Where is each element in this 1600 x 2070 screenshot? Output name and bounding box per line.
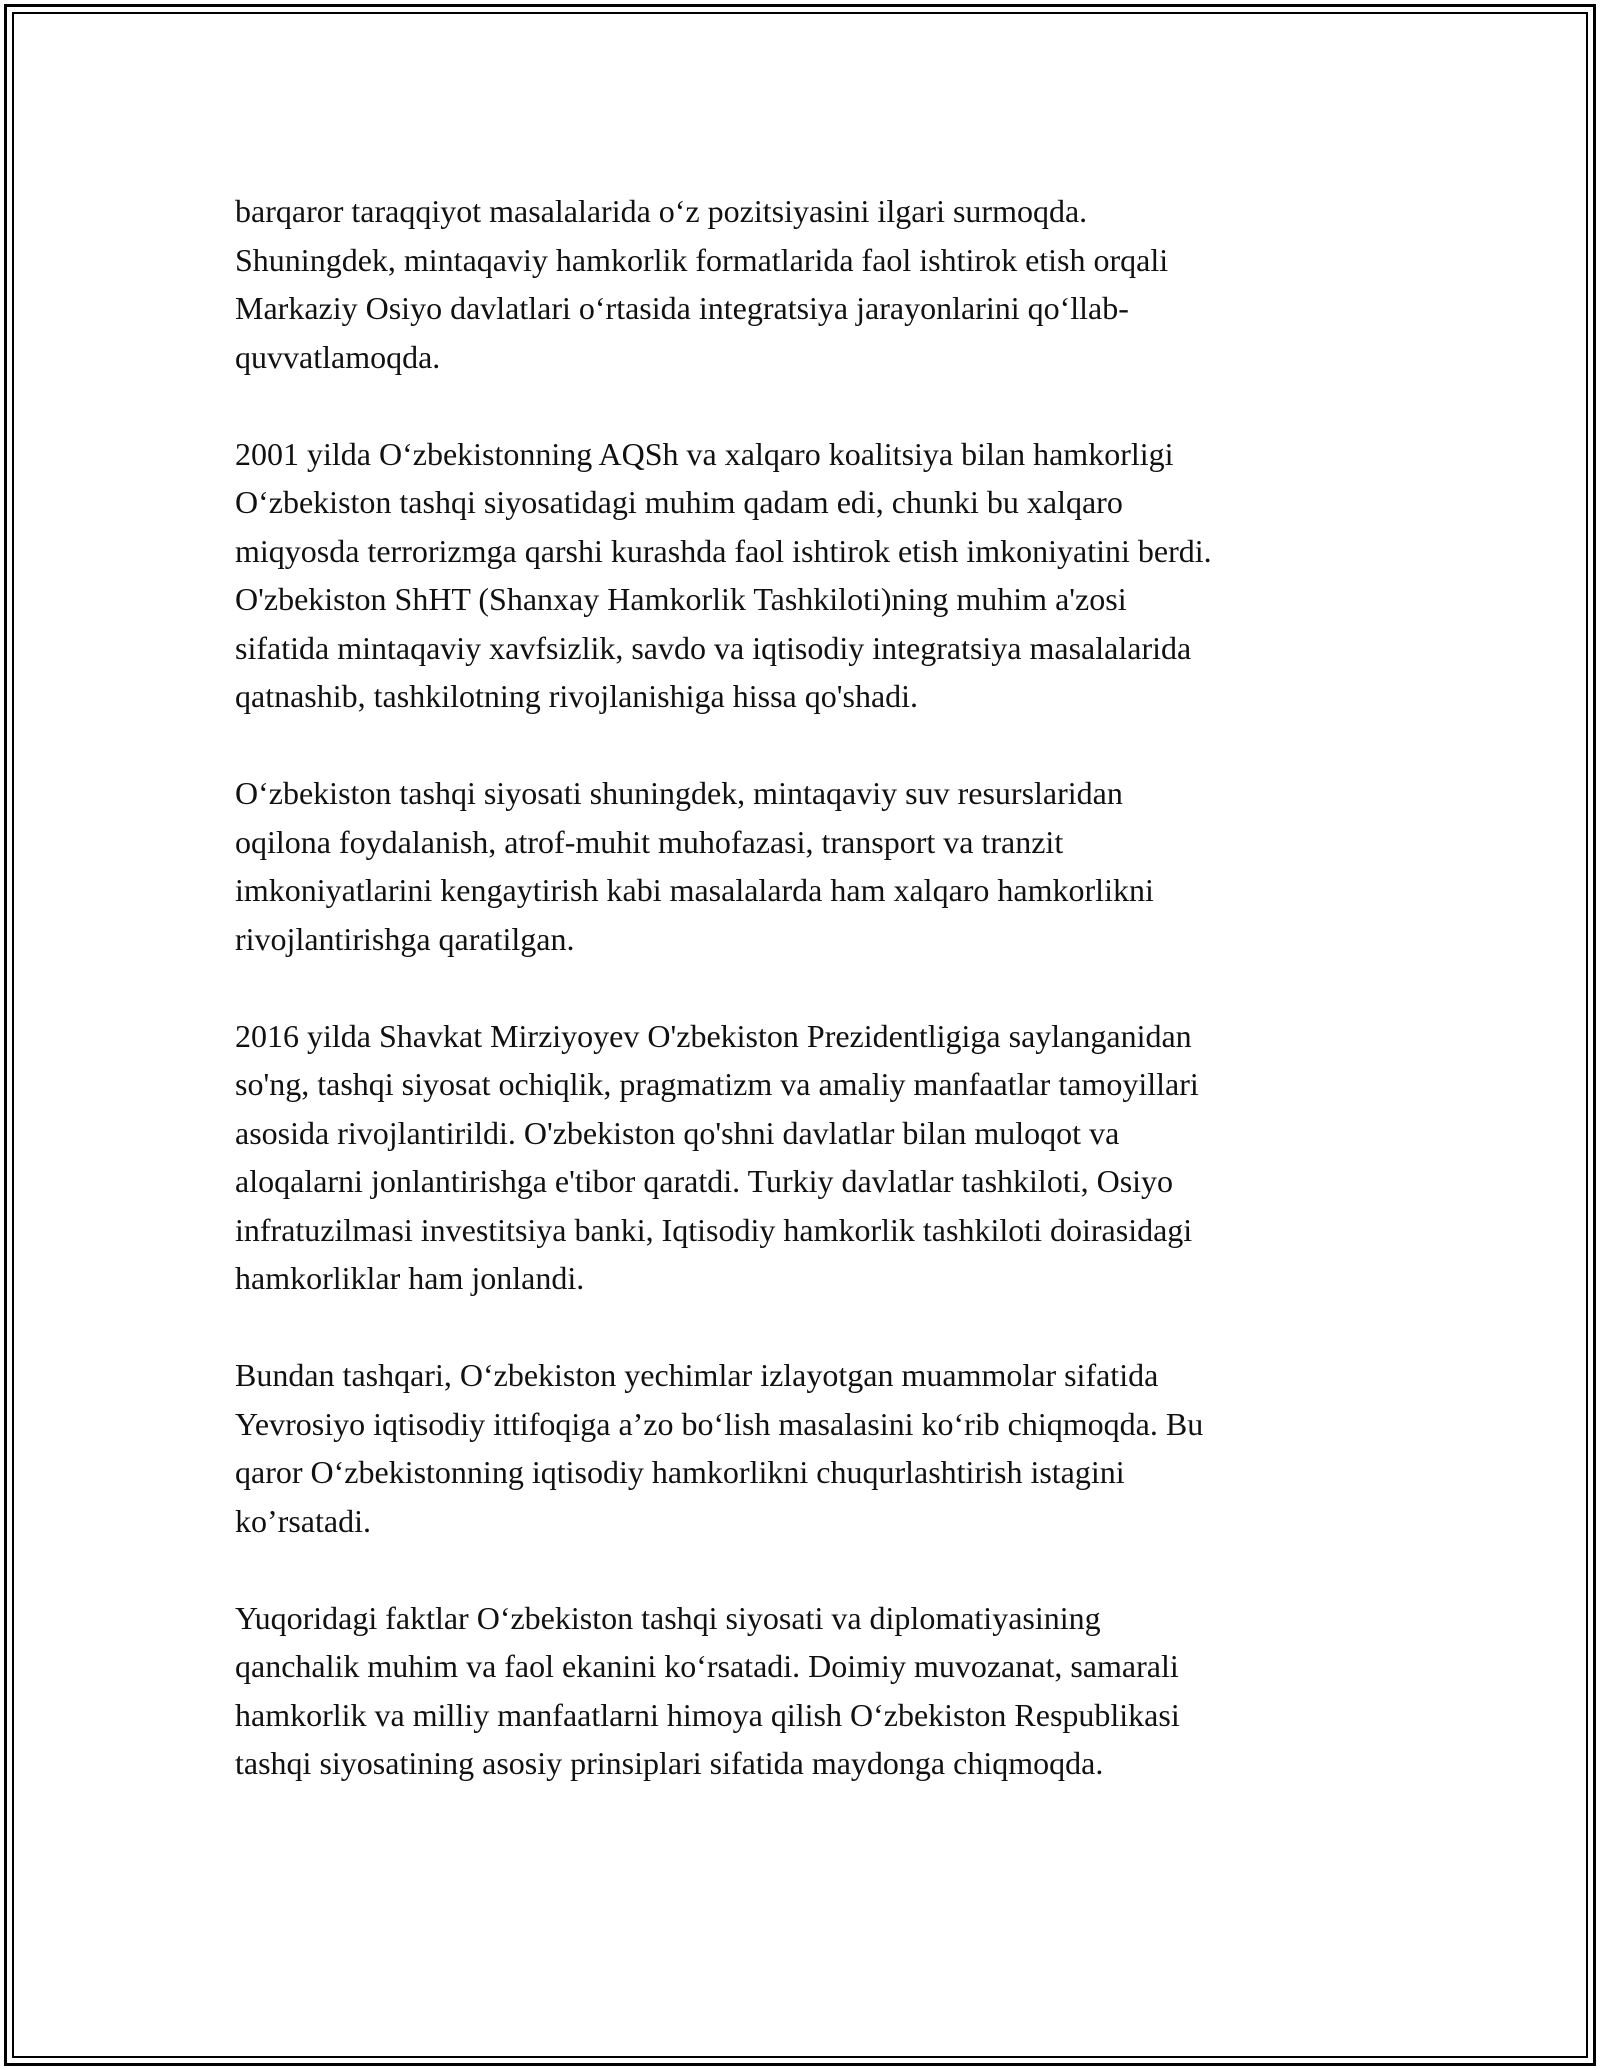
text-line: barqaror taraqqiyot masalalarida o‘z pozitsiyasini ilgari surmoqda.: [235, 193, 1088, 229]
paragraph-6: [235, 1594, 1375, 1788]
text-line: O‘zbekiston tashqi siyosati shuningdek, mintaqaviy suv resurslaridan: [235, 775, 1123, 811]
text-line: asosida rivojlantirildi. O'zbekiston qo'shni davlatlar bilan muloqot va: [235, 1114, 1120, 1151]
text-line: aloqalarni jonlantirishga e'tibor qaratdi. Turkiy davlatlar tashkiloti, Osiyo: [235, 1163, 1174, 1199]
text-line: Yevrosiyo iqtisodiy ittifoqiga a’zo bo‘lish masalasini ko‘rib chiqmoqda. Bu: [235, 1405, 1204, 1442]
text-line: O‘zbekiston tashqi siyosatidagi muhim qadam edi, chunki bu xalqaro: [235, 484, 1123, 520]
text-line: qaror O‘zbekistonning iqtisodiy hamkorlikni chuqurlashtirish istagini: [235, 1454, 1125, 1490]
paragraph-1: [235, 187, 1375, 381]
text-line: ko’rsatadi.: [235, 1502, 371, 1539]
text-line: sifatida mintaqaviy xavfsizlik, savdo va iqtisodiy integratsiya masalalarida: [235, 629, 1192, 666]
text-line: quvvatlamoqda.: [235, 338, 441, 375]
paragraph-3: [235, 769, 1375, 963]
text-line: Bundan tashqari, O‘zbekiston yechimlar izlayotgan muammolar sifatida: [235, 1357, 1159, 1393]
text-line: qatnashib, tashkilotning rivojlanishiga hissa qo'shadi.: [235, 678, 919, 714]
text-line: hamkorlik va milliy manfaatlarni himoya qilish O‘zbekiston Respublikasi: [235, 1696, 1180, 1733]
text-line: oqilona foydalanish, atrof-muhit muhofazasi, transport va tranzit: [235, 823, 1064, 860]
text-line: tashqi siyosatining asosiy prinsiplari sifatida maydonga chiqmoqda.: [235, 1745, 1104, 1781]
paragraph-5: [235, 1351, 1375, 1545]
text-line: so'ng, tashqi siyosat ochiqlik, pragmatizm va amaliy manfaatlar tamoyillari: [235, 1066, 1199, 1102]
text-line: infratuzilmasi investitsiya banki, Iqtisodiy hamkorlik tashkiloti doirasidagi: [235, 1211, 1193, 1248]
document-body: [235, 187, 1375, 1836]
text-line: hamkorliklar ham jonlandi.: [235, 1260, 585, 1296]
text-line: O'zbekiston ShHT (Shanxay Hamkorlik Tashkiloti)ning muhim a'zosi: [235, 581, 1127, 617]
text-line: qanchalik muhim va faol ekanini ko‘rsatadi. Doimiy muvozanat, samarali: [235, 1648, 1179, 1684]
text-line: Yuqoridagi faktlar O‘zbekiston tashqi siyosati va diplomatiyasining: [235, 1599, 1101, 1636]
text-line: imkoniyatlarini kengaytirish kabi masalalarda ham xalqaro hamkorlikni: [235, 872, 1154, 908]
paragraph-4: [235, 1012, 1375, 1303]
text-line: Markaziy Osiyo davlatlari o‘rtasida integratsiya jarayonlarini qo‘llab-: [235, 290, 1129, 326]
paragraph-2: [235, 430, 1375, 721]
text-line: 2001 yilda O‘zbekistonning AQSh va xalqaro koalitsiya bilan hamkorligi: [235, 435, 1174, 472]
text-line: rivojlantirishga qaratilgan.: [235, 920, 575, 957]
text-line: miqyosda terrorizmga qarshi kurashda faol ishtirok etish imkoniyatini berdi.: [235, 532, 1212, 569]
text-line: Shuningdek, mintaqaviy hamkorlik formatlarida faol ishtirok etish orqali: [235, 241, 1169, 278]
text-line: 2016 yilda Shavkat Mirziyoyev O'zbekiston Prezidentligiga saylanganidan: [235, 1017, 1192, 1054]
